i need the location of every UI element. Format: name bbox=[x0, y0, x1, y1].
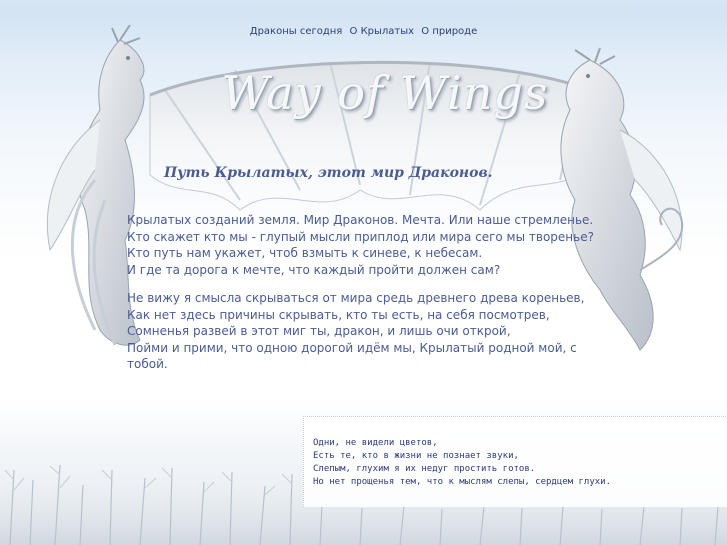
epigraph-quote bbox=[313, 437, 611, 489]
nav-link-about-nature[interactable]: О природе bbox=[421, 26, 478, 37]
poem-line: Пойми и прими, что одною дорогой идём мы, Крылатый родной мой, с тобой. bbox=[127, 340, 577, 371]
quote-line: Слепым, глухим я их недуг простить готов. bbox=[313, 464, 536, 474]
top-nav bbox=[0, 26, 727, 37]
poem-line: Сомненья развей в этот миг ты, дракон, и лишь очи открой, bbox=[127, 324, 511, 338]
poem-line: Кто путь нам укажет, чтоб взмыть к синеве, к небесам. bbox=[127, 246, 483, 260]
poem-stanza-2 bbox=[127, 290, 597, 373]
quote-line: Есть те, кто в жизни не познает звуки, bbox=[313, 451, 519, 461]
poem-line: И где та дорога к мечте, что каждый пройти должен сам? bbox=[127, 262, 501, 277]
poem-line: Как нет здесь причины скрывать, кто ты есть, на себя посмотрев, bbox=[127, 307, 550, 322]
poem-line: Крылатых созданий земля. Мир Драконов. Мечта. Или наше стремленье. bbox=[127, 213, 594, 227]
quote-box bbox=[303, 416, 727, 507]
quote-line: Одни, не видели цветов, bbox=[313, 438, 438, 448]
nav-link-about-winged[interactable]: О Крылатых bbox=[349, 26, 415, 37]
nav-link-dragons-today[interactable]: Драконы сегодня bbox=[249, 26, 343, 37]
page-heading: Путь Крылатых, этот мир Драконов. bbox=[164, 165, 493, 181]
poem-stanza-1 bbox=[127, 212, 597, 278]
quote-line: Но нет прощенья тем, что к мыслям слепы, сердцем глухи. bbox=[313, 477, 612, 487]
site-logo: Way of Wings bbox=[222, 66, 549, 120]
poem-line: Не вижу я смысла скрываться от мира средь древнего древа кореньев, bbox=[127, 291, 585, 305]
poem-line: Кто скажет кто мы - глупый мысли приплод или мира сего мы творенье? bbox=[127, 229, 594, 244]
